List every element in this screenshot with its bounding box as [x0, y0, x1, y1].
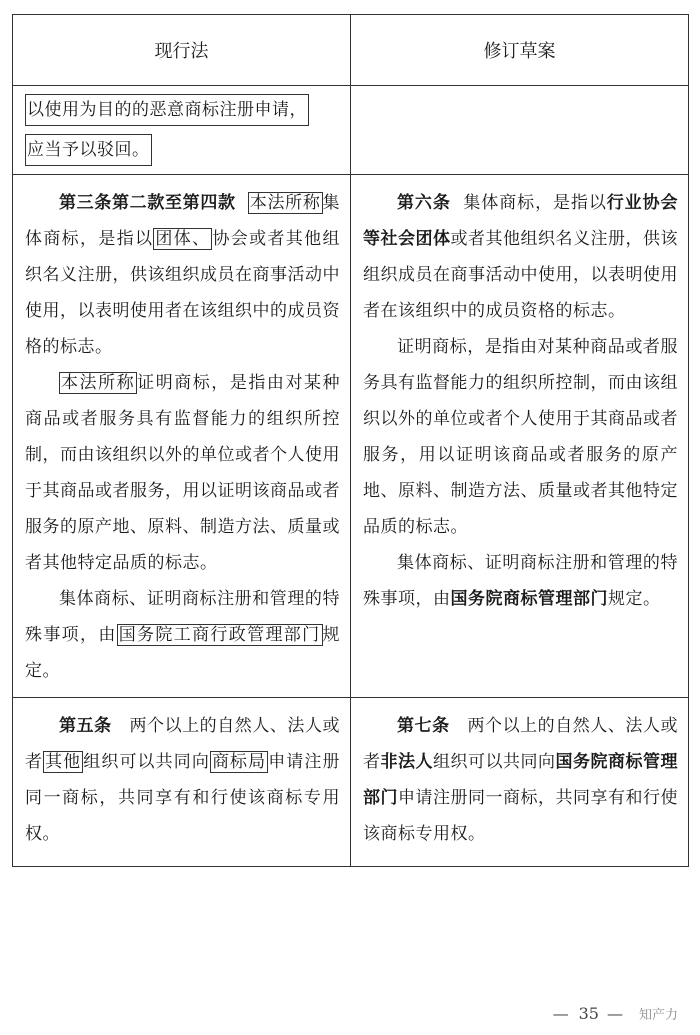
- boxed-text: 国务院工商行政管理部门: [118, 625, 321, 645]
- text: 或者其他组织名义注册，供该组织成员在商事活动中使用，以表明使用者在该组织中的成员资格的标志。: [363, 229, 678, 321]
- text: 集体商标、证明商标注册和管理的特殊事项，由: [25, 589, 340, 645]
- header-row: [13, 15, 689, 86]
- text: 规定。: [25, 625, 340, 681]
- text: 申请注册同一商标，共同享有和行使该商标专用权。: [25, 752, 340, 844]
- text: 协会或者其他组织名义注册，供该组织成员在商事活动中使用，以表明使用者在该组织中的成员资格的标志。: [25, 229, 340, 357]
- text: 集体商标、证明商标注册和管理的特殊事项，由: [363, 553, 678, 609]
- draft-art6-para2: 证明商标，是指由对某种商品或者服务具有监督能力的组织所控制，而由该组织以外的单位或者个人使用于其商品或者服务，用以证明该商品或者服务的原产地、原料、制造方法、质量或者其他特定品质的标志。: [363, 337, 678, 537]
- current-art3-para1: [25, 185, 340, 365]
- boxed-text: 其他: [45, 752, 82, 772]
- text: 两个以上的自然人、法人或者: [25, 716, 341, 772]
- text: 组织可以共同向: [83, 752, 210, 772]
- page-number: 35: [578, 1004, 599, 1023]
- draft-art7-title: 第七条: [397, 716, 450, 736]
- continuation-line-2: 应当予以驳回。: [25, 134, 152, 166]
- bold-text: 等社会团体: [363, 229, 451, 249]
- article-row-joint-application: [13, 698, 689, 867]
- text: 规定。: [608, 589, 661, 609]
- current-art5-title: 第五条: [59, 716, 112, 736]
- bold-text: 非法人: [380, 752, 433, 772]
- current-art3-title: 第三条第二款至第四款: [59, 193, 236, 213]
- draft-art6-title: 第六条: [397, 193, 451, 213]
- boxed-text: 团体、: [155, 229, 211, 249]
- boxed-text: 本法所称: [61, 373, 136, 393]
- text: 两个以上的自然人、法人或者: [363, 716, 679, 772]
- text: 集体商标，是指以: [463, 193, 607, 213]
- current-art5-para: [25, 708, 340, 852]
- current-law-article-3-cell: [13, 175, 351, 698]
- text: 申请注册同一商标，共同享有和行使该商标专用权。: [363, 788, 678, 844]
- bold-text: 国务院商标管理部门: [363, 752, 678, 808]
- current-art3-para2: [25, 365, 340, 581]
- continuation-left-cell: [13, 86, 351, 175]
- continuation-right-cell: [351, 86, 689, 175]
- header-revision-draft: 修订草案: [351, 15, 689, 86]
- draft-art7-para: [363, 708, 678, 852]
- continuation-line-1: 以使用为目的的恶意商标注册申请，: [25, 94, 309, 126]
- header-current-law: 现行法: [13, 15, 351, 86]
- bold-text: 行业协会: [606, 193, 679, 213]
- draft-article-6-cell: [351, 175, 689, 698]
- boxed-text: 商标局: [211, 752, 267, 772]
- page-footer: — 35 — 知产力: [552, 1004, 678, 1023]
- draft-article-7-cell: [351, 698, 689, 867]
- text: 集体商标，是指以: [25, 193, 341, 249]
- current-art3-para3: [25, 581, 340, 689]
- watermark: 知产力: [638, 1008, 678, 1023]
- draft-art6-para3: [363, 545, 678, 617]
- bold-text: 国务院商标管理部门: [450, 589, 608, 609]
- text: 证明商标，是指由对某种商品或者服务具有监督能力的组织所控制，而由该组织以外的单位或者个人使用于其商品或者服务，用以证明该商品或者服务的原产地、原料、制造方法、质量或者其他特定品质的标志。: [25, 373, 341, 573]
- boxed-text: 本法所称: [249, 193, 321, 213]
- draft-art6-para1: [363, 185, 678, 329]
- current-law-article-5-cell: [13, 698, 351, 867]
- text: 组织可以共同向: [433, 752, 556, 772]
- comparison-table: [12, 14, 689, 867]
- article-row-collective-marks: [13, 175, 689, 698]
- continuation-row: [13, 86, 689, 175]
